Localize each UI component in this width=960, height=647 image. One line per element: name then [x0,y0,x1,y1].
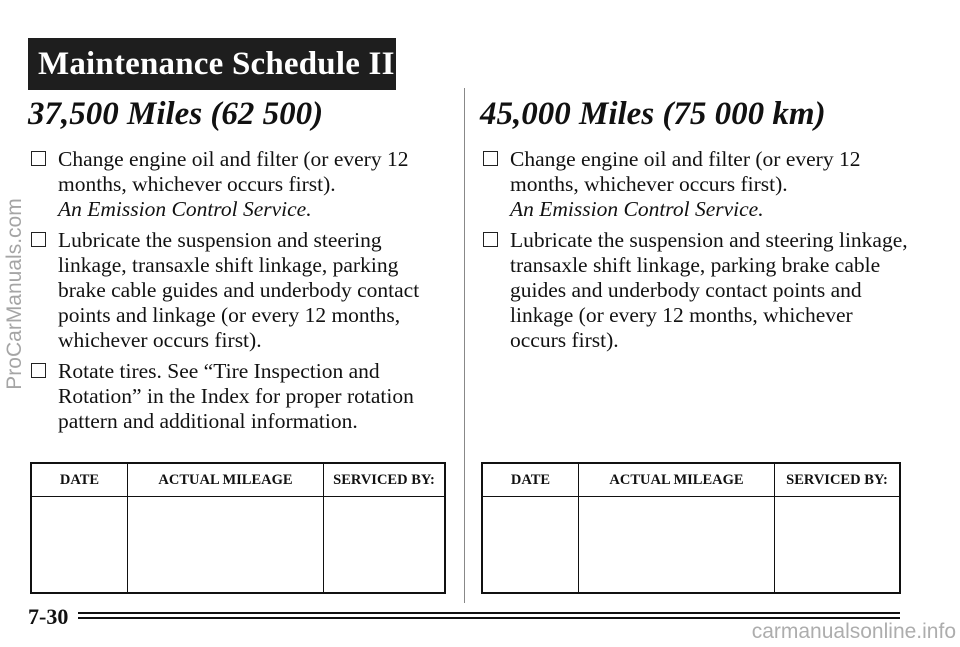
item-text: Rotate tires. See “Tire Inspection and Rotation” in the Index for proper rotation pattern and additional information. [58,359,414,433]
left-mileage-title: 37,500 Miles (62 500) [28,96,324,132]
item-text: Lubricate the suspension and steering linkage, transaxle shift linkage, parking brake cable guides and underbody contact points and linkage (or every 12 months, whichever occurs first). [510,228,908,352]
footer-rule [78,617,900,619]
item-text: Change engine oil and filter (or every 12 months, whichever occurs first). [510,147,861,196]
serviced-by-header: SERVICED BY: [775,463,901,497]
checkbox-icon[interactable] [31,151,46,166]
date-cell[interactable] [482,497,579,594]
footer-rule [78,612,900,614]
right-service-log-table [481,462,901,594]
table-row [482,497,900,594]
checkbox-icon[interactable] [483,232,498,247]
table-header-row [482,463,900,497]
item-text: Change engine oil and filter (or every 12 months, whichever occurs first). [58,147,409,196]
item-note: An Emission Control Service. [58,197,312,221]
section-header [28,38,396,90]
checkbox-icon[interactable] [483,151,498,166]
serviced-by-cell[interactable] [775,497,901,594]
date-header: DATE [31,463,128,497]
right-column [480,96,910,359]
column-divider [464,88,465,603]
checklist-item [480,228,910,353]
checklist-item [28,147,448,222]
mileage-header: ACTUAL MILEAGE [579,463,775,497]
serviced-by-cell[interactable] [324,497,446,594]
left-column [28,96,448,440]
date-header: DATE [482,463,579,497]
table-header-row [31,463,445,497]
item-text: Lubricate the suspension and steering linkage, transaxle shift linkage, parking brake cable guides and underbody contact points and linkage (or every 12 months, whichever occurs first). [58,228,420,352]
page-number: 7-30 [28,604,69,629]
mileage-cell[interactable] [128,497,324,594]
checkbox-icon[interactable] [31,363,46,378]
checklist-item [28,359,448,434]
checklist-item [480,147,910,222]
serviced-by-header: SERVICED BY: [324,463,446,497]
mileage-cell[interactable] [579,497,775,594]
table-row [31,497,445,594]
checklist-item [28,228,448,353]
mileage-header: ACTUAL MILEAGE [128,463,324,497]
left-service-log-table [30,462,446,594]
date-cell[interactable] [31,497,128,594]
bottom-watermark: carmanualsonline.info [751,620,956,643]
side-watermark: ProCarManuals.com [3,198,26,390]
checkbox-icon[interactable] [31,232,46,247]
right-mileage-title: 45,000 Miles (75 000 km) [480,96,826,132]
item-note: An Emission Control Service. [510,197,764,221]
section-title: Maintenance Schedule II [38,45,395,82]
